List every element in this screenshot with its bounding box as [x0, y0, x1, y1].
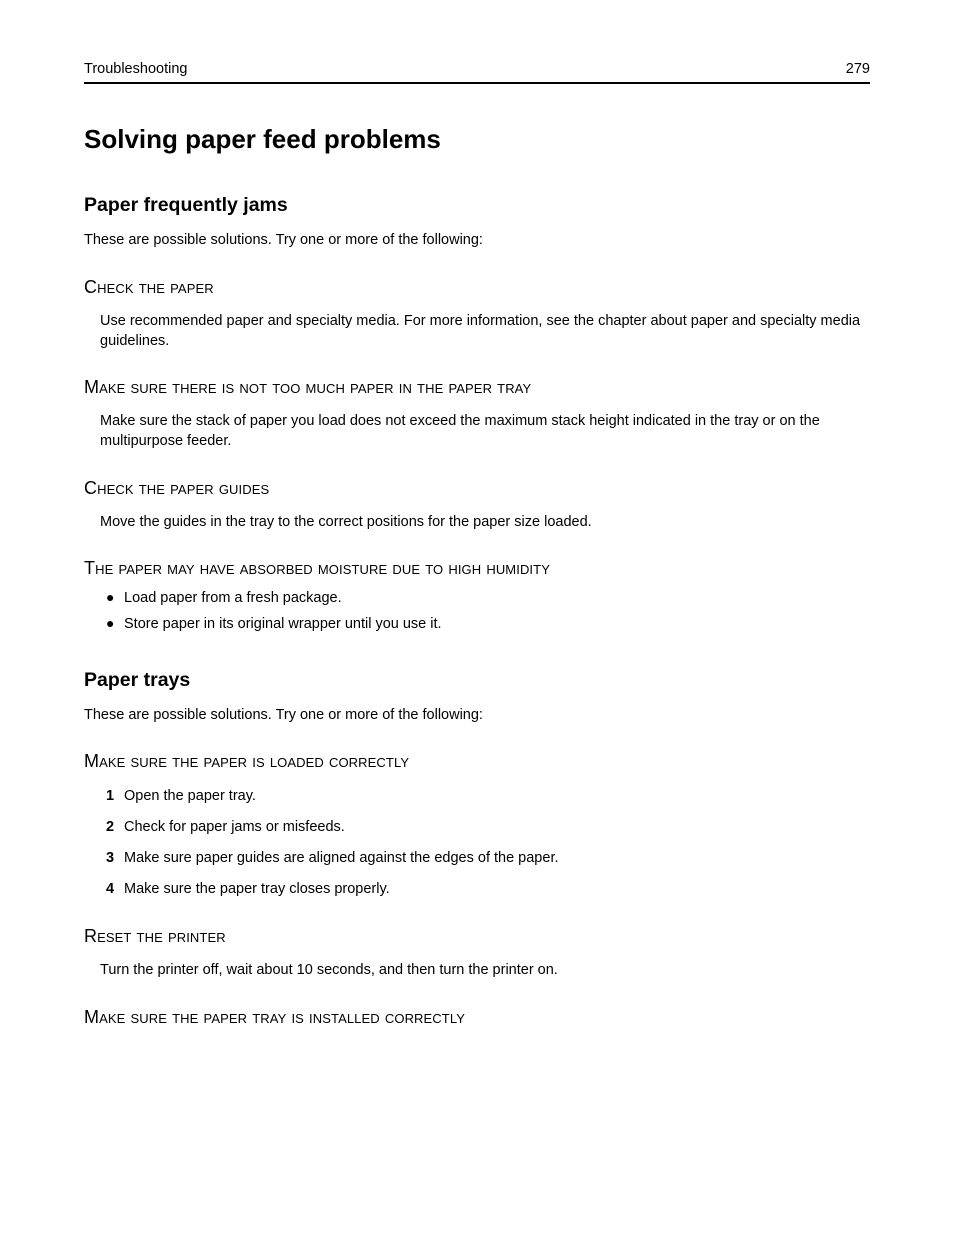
bullet-icon: ●: [106, 589, 115, 605]
step-number: 1: [106, 788, 115, 804]
header-page-number: 279: [845, 61, 870, 77]
subheading-humidity: The paper may have absorbed moisture due to high humidity: [84, 558, 550, 578]
step-text: Open the paper tray.: [124, 788, 256, 804]
subheading-tray-installed: Make sure the paper tray is installed correctly: [84, 1007, 465, 1027]
bullet-text: Store paper in its original wrapper until you use it.: [124, 616, 442, 632]
section-heading-paper-trays: Paper trays: [84, 669, 191, 691]
paragraph-check-guides: Move the guides in the tray to the correct positions for the paper size loaded.: [100, 514, 592, 530]
paragraph-reset-printer: Turn the printer off, wait about 10 seconds, and then turn the printer on.: [100, 962, 558, 978]
section-heading-paper-jams: Paper frequently jams: [84, 194, 288, 216]
subheading-loaded-correctly: Make sure the paper is loaded correctly: [84, 751, 410, 771]
step-number: 4: [106, 881, 115, 897]
subheading-check-guides: Check the paper guides: [84, 478, 270, 498]
subheading-too-much-paper: Make sure there is not too much paper in the paper tray: [84, 377, 532, 397]
step-text: Check for paper jams or misfeeds.: [124, 819, 345, 835]
header-section-name: Troubleshooting: [84, 61, 188, 77]
page-title: Solving paper feed problems: [84, 124, 441, 154]
subheading-check-paper: Check the paper: [84, 277, 214, 297]
bullet-icon: ●: [106, 615, 115, 631]
step-number: 3: [106, 850, 115, 866]
section-intro-paper-jams: These are possible solutions. Try one or more of the following:: [84, 232, 483, 248]
section-intro-paper-trays: These are possible solutions. Try one or more of the following:: [84, 707, 483, 723]
paragraph-too-much-paper: Make sure the stack of paper you load does not exceed the maximum stack height indicated in the tray or on the multipurpose feeder.: [100, 413, 820, 449]
subheading-reset-printer: Reset the printer: [84, 926, 226, 946]
paragraph-check-paper: Use recommended paper and specialty media. For more information, see the chapter about paper and specialty media guidelines.: [100, 313, 861, 349]
running-header: [84, 60, 870, 84]
step-text: Make sure the paper tray closes properly.: [124, 881, 390, 897]
step-number: 2: [106, 819, 115, 835]
bullet-text: Load paper from a fresh package.: [124, 590, 342, 606]
step-text: Make sure paper guides are aligned against the edges of the paper.: [124, 850, 559, 866]
